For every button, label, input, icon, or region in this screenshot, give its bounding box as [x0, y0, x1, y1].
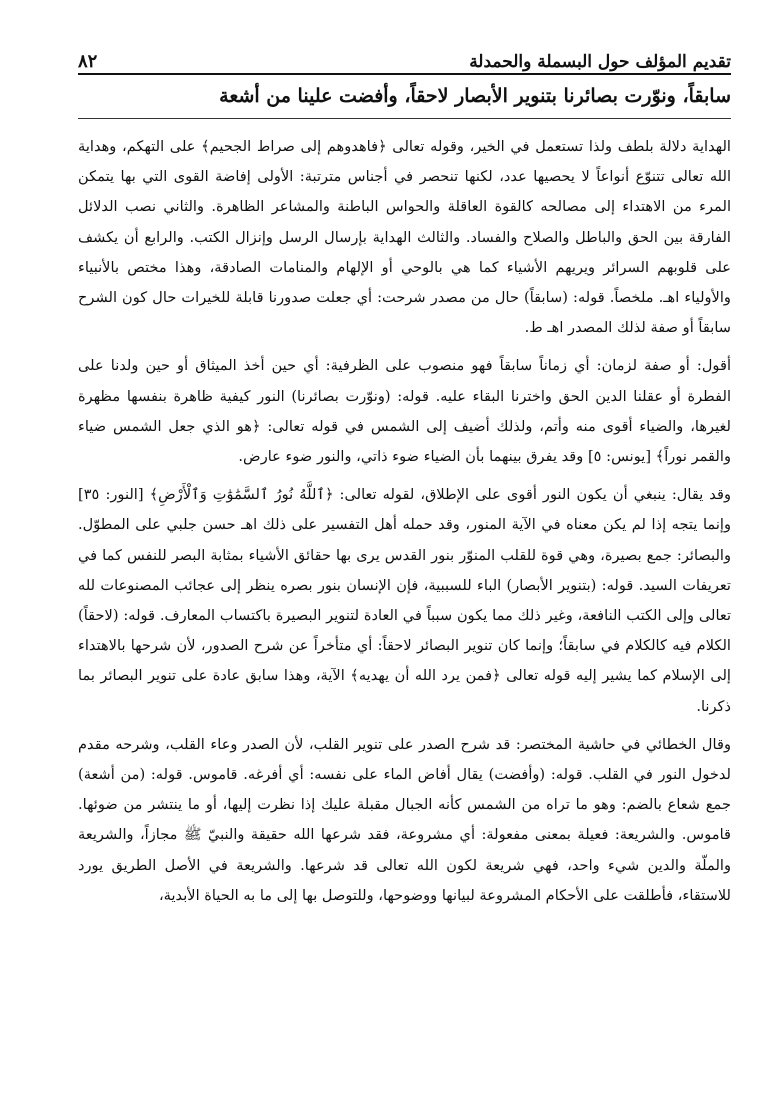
main-text-line: سابقاً، ونوّرت بصائرنا بتنوير الأبصار لاحقاً، وأفضت علينا من أشعة — [219, 85, 731, 107]
commentary-paragraph: الهداية دلالة بلطف ولذا تستعمل في الخير، وقوله تعالى ﴿فاهدوهم إلى صراط الجحيم﴾ على التهكم، وهداية الله تعالى تتنوّع أنواعاً لا يحصيها عدد، لكنها تنحصر في أجناس مترتبة: الأولى إفاضة القوى التي بها يتمكن المرء من الاهتداء إلى مصالحه كالقوة العاقلة والحواس الباطنة والمشاعر الظاهرة. والثاني نصب الدلائل الفارقة بين الحق والباطل والصلاح والفساد. والثالث الهداية بإرسال الرسل وإنزال الكتب. والرابع أن يكشف على قلوبهم السرائر ويريهم الأشياء كما هي بالوحي أو الإلهام والمنامات الصادقة، وهذا مختص بالأنبياء والأولياء اهـ. ملخصاً. قوله: (سابقاً) حال من مصدر شرحت: أي جعلت صدورنا قابلة للخيرات حال كون الشرح سابقاً أو صفة لذلك المصدر اهـ ط. — [78, 138, 731, 337]
header-rule — [78, 73, 731, 75]
commentary-paragraph: وقال الخطائي في حاشية المختصر: قد شرح الصدر على تنوير القلب، لأن الصدر وعاء القلب، وشرحه مقدم لدخول النور في القلب. قوله: (وأفضت) يقال أفاض الماء على نفسه: أي أفرغه. قاموس. قوله: (من أشعة) جمع شعاع بالضم: وهو ما تراه من الشمس كأنه الجبال مقبلة عليك إذا نظرت إليها، أو ما ينتشر من ضوئها. قاموس. والشريعة: فعيلة بمعنى مفعولة: أي مشروعة، فقد شرعها الله حقيقة والنبيّ ﷺ مجازاً، والشريعة والملّة والدين شيء واحد، فهي شريعة لكون الله تعالى قد شرعها. والشريعة في الأصل الطريق يورد للاستقاء، فأطلقت على الأحكام المشروعة لبيانها ووضوحها، وللتوصل بها إلى ما به الحياة الأبدية، — [78, 735, 731, 904]
running-title: تقديم المؤلف حول البسملة والحمدلة — [469, 52, 731, 72]
commentary-paragraph: أقول: أو صفة لزمان: أي زماناً سابقاً فهو منصوب على الظرفية: أي حين أخذ الميثاق أو حين ولدنا على الفطرة أو عقلنا الدين الحق واخترنا البقاء عليه. قوله: (ونوّرت بصائرنا) النور كيفية ظاهرة بنفسها مظهرة لغيرها، والضياء أقوى منه وأتم، ولذلك أضيف إلى الشمس في قوله تعالى: ﴿هو الذي جعل الشمس ضياء والقمر نوراً﴾ [يونس: ٥] وقد يفرق بينهما بأن الضياء ضوء ذاتي، والنور ضوء عارض. — [78, 357, 731, 466]
running-header — [78, 40, 731, 72]
commentary-paragraph: وقد يقال: ينبغي أن يكون النور أقوى على الإطلاق، لقوله تعالى: ﴿ٱللَّهُ نُورُ ٱلسَّمَٰوَٰتِ وَٱلْأَرْضِ﴾ [النور: ٣٥] وإنما يتجه إذا لم يكن معناه في الآية المنور، وقد حمله أهل التفسير على ذلك اهـ حسن جلبي على المطوّل. والبصائر: جمع بصيرة، وهي قوة للقلب المنوّر بنور القدس يرى بها حقائق الأشياء بمثابة البصر للنفس كما في تعريفات السيد. قوله: (بتنوير الأبصار) الباء للسببية، فإن الإنسان بنور بصره ينظر إلى عجائب المصنوعات لله تعالى وإلى الكتب النافعة، وغير ذلك مما يكون سبباً في العادة لتنوير البصيرة باكتساب المعارف. قوله: (لاحقاً) الكلام فيه كالكلام في سابقاً؛ وإنما كان تنوير البصائر لاحقاً: أي متأخراً عن شرح الصدور، لأن شرحها بالاهتداء إلى الإسلام كما يشير إليه قوله تعالى ﴿فمن يرد الله أن يهديه﴾ الآية، وهذا سابق عادة على تنوير البصائر بما ذكرنا. — [78, 486, 731, 715]
main-text-divider — [78, 118, 731, 119]
page-number: ٨٢ — [78, 51, 98, 72]
commentary-body — [78, 132, 731, 911]
